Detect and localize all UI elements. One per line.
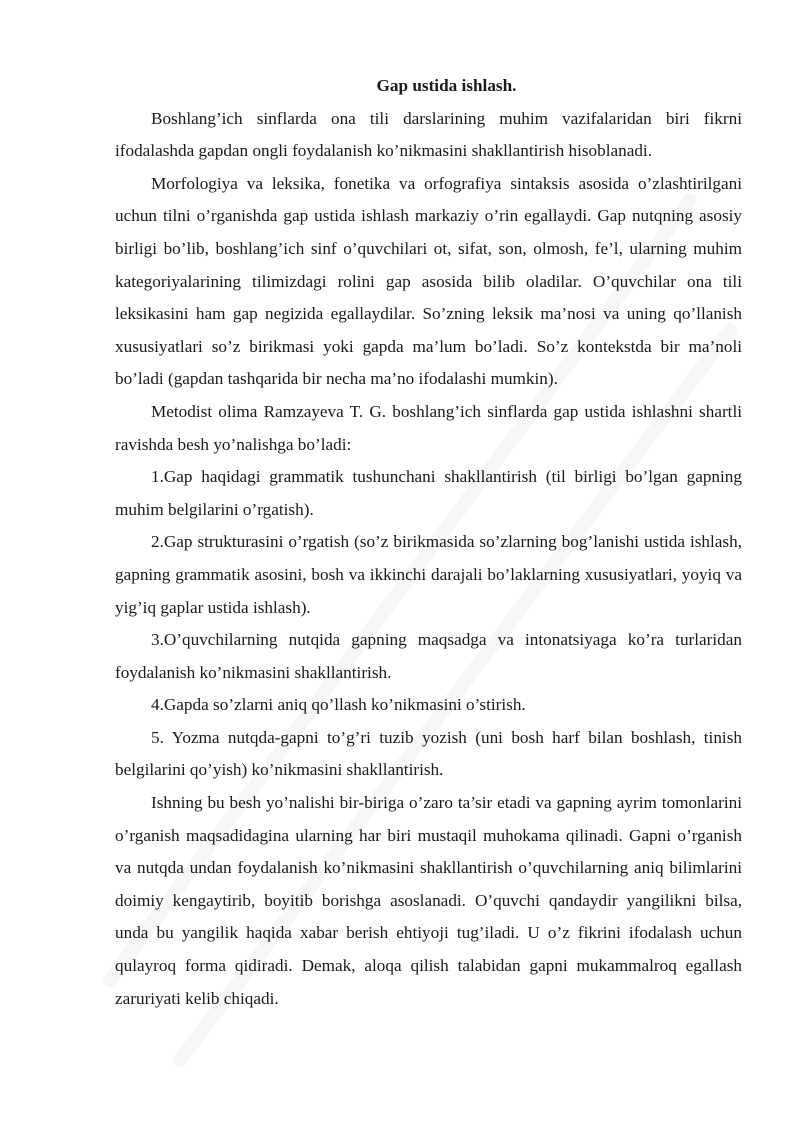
paragraph-intro: Boshlang’ich sinflarda ona tili darslarining muhim vazifalaridan biri fikrni ifodalashda gapdan ongli foydalanish ko’nikmasini shakllantirish hisoblanadi. (115, 108, 742, 161)
paragraph-morphology: Morfologiya va leksika, fonetika va orfografiya sintaksis asosida o’zlashtirilgani uchun tilni o’rganishda gap ustida ishlash markaziy o’rin egallaydi. Gap nutqning asosiy birligi bo’lib, boshlang’ich sinf o’quvchilari ot, sifat, son, olmosh, fe’l, ularning muhim kategoriyalarining tilimizdagi rolini gap asosida bilib oladilar. O’quvchilar ona tili leksikasini ham gap negizida egallaydilar. So’zning leksik ma’nosi va uning qo’llanish xususiyatlari so’z birikmasi yoki gapda ma’lum bo’ladi. So’z kontekstda bir ma’noli bo’ladi (gapdan tashqarida bir necha ma’no ifodalashi mumkin). (115, 173, 742, 389)
list-item-1: 1.Gap haqidagi grammatik tushunchani shakllantirish (til birligi bo’lgan gapning muhim belgilarini o’rgatish). (115, 467, 742, 519)
list-item-2: 2.Gap strukturasini o’rgatish (so’z birikmasida so’zlarning bog’lanishi ustida ishlash, gapning grammatik asosini, bosh va ikkinchi darajali bo’laklarning xususiyatlari, yoyiq va yig’iq gaplar ustida ishlash). (115, 532, 742, 617)
document-title: Gap ustida ishlash. (376, 76, 517, 95)
paragraph-conclusion: Ishning bu besh yo’nalishi bir-biriga o’zaro ta’sir etadi va gapning ayrim tomonlarini o’rganish maqsadidagina ularning har biri mustaqil muhokama qilinadi. Gapni o’rganish va nutqda undan foydalanish ko’nikmasini shakllantirish o’quvchilarning aniq bilimlarini doimiy kengaytirib, boyitib borishga asoslanadi. O’quvchi qandaydir yangilikni bilsa, unda bu yangilik haqida xabar berish ehtiyoji tug’iladi. U o’z fikrini ifodalash uchun qulayroq forma qidiradi. Demak, aloqa qilish talabidan gapni mukammalroq egallash zaruriyati kelib chiqadi. (115, 793, 742, 1008)
list-item-5: 5. Yozma nutqda-gapni to’g’ri tuzib yozish (uni bosh harf bilan boshlash, tinish belgilarini qo’yish) ko’nikmasini shakllantirish. (115, 727, 742, 780)
list-item-3: 3.O’quvchilarning nutqida gapning maqsadga va intonatsiyaga ko’ra turlaridan foydalanish ko’nikmasini shakllantirish. (115, 630, 742, 682)
paragraph-methodist: Metodist olima Ramzayeva T. G. boshlang’ich sinflarda gap ustida ishlashni shartli ravishda besh yo’nalishga bo’ladi: (115, 401, 742, 454)
list-item-4: 4.Gapda so’zlarni aniq qo’llash ko’nikmasini o’stirish. (151, 695, 526, 715)
document-page (115, 70, 742, 1015)
